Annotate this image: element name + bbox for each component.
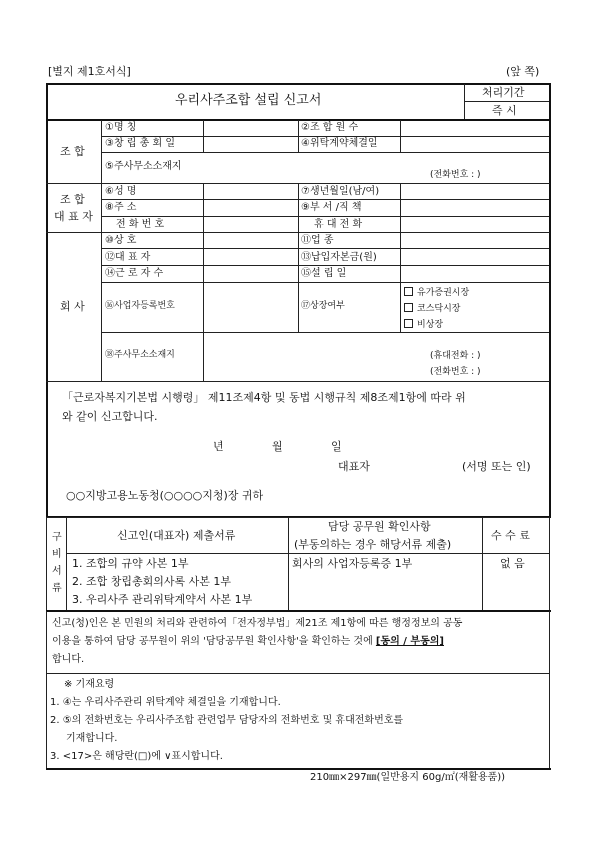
industry-label: ⑪업 종 <box>301 235 334 246</box>
workers-label: ⑭근 로 자 수 <box>105 268 164 279</box>
established-label: ⑮설 립 일 <box>301 268 347 279</box>
rep-birth-label: ⑦생년월일(남/여) <box>301 186 380 197</box>
docs-col-check-1: 담당 공무원 확인사항 <box>328 520 431 533</box>
company-phone-field: (전화번호 : ) <box>430 367 481 377</box>
paper-spec: 210㎜×297㎜(일반용지 60g/㎡(재활용품)) <box>310 772 506 783</box>
listed-option-securities[interactable]: 유가증권시장 <box>404 287 469 298</box>
form-title: 우리사주조합 설립 신고서 <box>175 93 322 108</box>
check-item: 회사의 사업자등록증 1부 <box>292 557 413 570</box>
note-item-3: 3. <17>은 해당란(□)에 ∨표시합니다. <box>50 751 223 762</box>
trade-name-label: ⑩상 호 <box>105 235 137 246</box>
trust-date-label: ④위탁계약체결일 <box>301 138 378 149</box>
rep-section-label-2: 대 표 자 <box>54 210 93 223</box>
rep-name-label: ⑥성 명 <box>105 186 137 197</box>
docs-col-check-2: (부동의하는 경우 해당서류 제출) <box>294 538 452 551</box>
docs-col-submit: 신고인(대표자) 제출서류 <box>117 529 236 542</box>
declaration-text-2: 와 같이 신고합니다. <box>62 410 158 423</box>
company-mobile-field: (휴대전화 : ) <box>430 351 481 361</box>
checkbox-icon <box>404 303 413 312</box>
union-address-label: ⑤주사무소소재지 <box>105 161 182 172</box>
date-year: 년 <box>213 440 224 453</box>
ceo-label: ⑫대 표 자 <box>105 252 151 263</box>
consent-choice[interactable]: [동의 / 부동의] <box>375 636 444 647</box>
page-side: (앞 쪽) <box>506 65 540 78</box>
note-item-1: 1. ④는 우리사주관리 위탁계약 체결일을 기재합니다. <box>50 697 281 708</box>
docs-side-label-2: 비 <box>52 549 62 560</box>
docs-col-fee: 수 수 료 <box>491 529 530 542</box>
submit-item-3: 3. 우리사주 관리위탁계약서 사본 1부 <box>72 593 253 606</box>
union-section-label: 조 합 <box>60 145 85 158</box>
listed-label: ⑰상장여부 <box>301 301 345 311</box>
docs-side-label-4: 류 <box>52 583 62 594</box>
company-section-label: 회 사 <box>60 300 85 313</box>
declaration-text-1: 「근로자복지기본법 시행령」 제11조제4항 및 동법 시행규칙 제8조제1항에 따라 위 <box>62 391 466 404</box>
sign-note: (서명 또는 인) <box>462 460 531 473</box>
consent-line-2-wrap: 이용을 통하여 담당 공무원이 위의 '담당공무원 확인사항'을 확인하는 것에 [동의 / 부동의] <box>52 636 444 647</box>
submit-item-1: 1. 조합의 규약 사본 1부 <box>72 557 189 570</box>
form-number: [별지 제1호서식] <box>48 65 131 78</box>
capital-label: ⑬납입자본금(원) <box>301 252 377 263</box>
listed-option-kosdaq[interactable]: 코스닥시장 <box>404 303 460 314</box>
rep-phone-label: 전 화 번 호 <box>116 219 165 230</box>
founding-date-label: ③창 립 총 회 일 <box>105 138 175 149</box>
union-name-label: ①명 칭 <box>105 122 137 133</box>
consent-line-3: 합니다. <box>52 654 85 665</box>
notes-title: ※ 기재요령 <box>64 679 115 690</box>
date-month: 월 <box>272 440 283 453</box>
biz-no-label: ⑯사업자등록번호 <box>105 301 175 311</box>
rep-dept-label: ⑨부 서 /직 책 <box>301 202 362 213</box>
rep-section-label-1: 조 합 <box>60 193 85 206</box>
docs-side-label-1: 구 <box>52 532 62 543</box>
recipient: ○○지방고용노동청(○○○○지청)장 귀하 <box>66 489 264 502</box>
note-item-2: 2. ⑤의 전화번호는 우리사주조합 관련업무 담당자의 전화번호 및 휴대전화번호를 <box>50 715 404 726</box>
submit-item-2: 2. 조합 창립총회의사록 사본 1부 <box>72 575 231 588</box>
rep-address-label: ⑧주 소 <box>105 202 137 213</box>
docs-side-label-3: 서 <box>52 566 62 577</box>
company-address-label: ⑱주사무소소재지 <box>105 350 175 360</box>
union-phone-field: (전화번호 : ) <box>430 170 481 180</box>
checkbox-icon <box>404 287 413 296</box>
listed-option-unlisted[interactable]: 비상장 <box>404 319 443 330</box>
checkbox-icon <box>404 319 413 328</box>
union-members-label: ②조 합 원 수 <box>301 122 359 133</box>
processing-label: 처리기간 <box>482 86 525 99</box>
date-day: 일 <box>331 440 342 453</box>
signer-label: 대표자 <box>338 460 370 473</box>
consent-line-1: 신고(청)인은 본 민원의 처리와 관련하여「전자정부법」제21조 제1항에 따른 행정정보의 공동 <box>52 618 463 629</box>
processing-value: 즉 시 <box>492 104 517 117</box>
fee-value: 없 음 <box>500 557 525 570</box>
rep-mobile-label: 휴 대 전 화 <box>314 219 363 230</box>
note-item-2-cont: 기재합니다. <box>66 733 118 744</box>
